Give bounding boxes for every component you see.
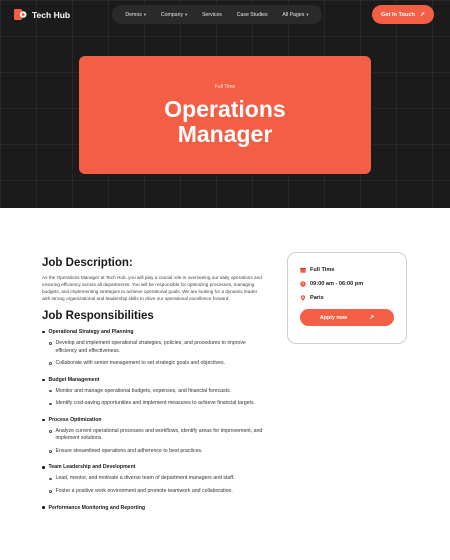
list-item bbox=[49, 400, 265, 408]
job-content bbox=[42, 257, 274, 520]
nav-item-case-studies[interactable] bbox=[237, 12, 268, 18]
hours-value: 09:00 am - 06:00 pm bbox=[310, 281, 364, 287]
logo-icon bbox=[14, 8, 27, 21]
section-title: Operational Strategy and Planning bbox=[48, 329, 134, 336]
section-header bbox=[42, 377, 274, 383]
calendar-icon bbox=[300, 267, 306, 273]
job-info-card bbox=[287, 252, 407, 344]
list-item bbox=[49, 448, 265, 456]
circle-bullet-icon bbox=[49, 478, 52, 481]
title-line-2: Manager bbox=[177, 120, 273, 147]
bullet-icon bbox=[42, 379, 45, 382]
list-item-text: Ensure streamlined operations and adherence to best practices. bbox=[55, 447, 203, 454]
hero-card bbox=[79, 56, 371, 174]
list-item bbox=[49, 428, 265, 443]
nav-item-demos[interactable] bbox=[125, 12, 146, 18]
list-item-text: Analyze current operational processes and workflows, identify areas for improvement, and implement solutions. bbox=[55, 427, 263, 442]
chevron-down-icon: ▾ bbox=[143, 11, 147, 17]
list-item-text: Collaborate with senior management to set strategic goals and objectives. bbox=[55, 360, 226, 367]
circle-bullet-icon bbox=[49, 430, 52, 433]
list-item-text: Foster a positive work environment and promote teamwork and collaboration. bbox=[55, 487, 233, 494]
get-in-touch-button[interactable] bbox=[372, 5, 434, 24]
nav-item-services[interactable] bbox=[202, 12, 222, 18]
bullet-icon bbox=[42, 506, 45, 509]
circle-bullet-icon bbox=[49, 403, 52, 406]
circle-bullet-icon bbox=[49, 342, 52, 345]
map-pin-icon bbox=[300, 295, 306, 301]
responsibility-section bbox=[42, 464, 274, 495]
circle-bullet-icon bbox=[49, 390, 52, 393]
responsibility-section bbox=[42, 329, 274, 368]
bullet-icon bbox=[42, 331, 45, 334]
sub-list bbox=[49, 475, 274, 495]
job-type-tag: Full Time bbox=[214, 83, 236, 90]
hours-row bbox=[300, 281, 394, 287]
location-row bbox=[300, 295, 394, 301]
responsibility-section bbox=[42, 377, 274, 408]
job-type-value: Full Time bbox=[310, 267, 335, 273]
nav-item-label: Services bbox=[202, 11, 222, 18]
list-item-text: Identify cost-saving opportunities and implement measures to achieve financial targets. bbox=[55, 400, 256, 407]
section-header bbox=[42, 505, 274, 511]
section-header bbox=[42, 329, 274, 335]
list-item bbox=[49, 340, 265, 355]
arrow-up-right-icon: ↗ bbox=[419, 11, 425, 18]
list-item bbox=[49, 360, 265, 368]
section-title: Process Optimization bbox=[48, 416, 102, 423]
location-value: Paris bbox=[310, 295, 324, 301]
list-item-text: Lead, mentor, and motivate a diverse team of department managers and staff. bbox=[55, 475, 235, 482]
circle-bullet-icon bbox=[49, 490, 52, 493]
list-item bbox=[49, 475, 265, 483]
chevron-down-icon: ▾ bbox=[185, 11, 188, 17]
bullet-icon bbox=[42, 466, 45, 469]
sub-list bbox=[49, 428, 274, 456]
apply-label: Apply now bbox=[319, 314, 348, 321]
sub-list bbox=[49, 388, 274, 408]
job-type-row bbox=[300, 267, 394, 273]
cta-label: Get In Touch bbox=[381, 11, 415, 18]
section-title: Team Leadership and Development bbox=[48, 464, 136, 471]
nav-item-label: Demos bbox=[125, 11, 142, 18]
logo[interactable] bbox=[14, 8, 70, 21]
page-title bbox=[164, 97, 285, 147]
title-line-1: Operations bbox=[164, 95, 286, 122]
chevron-down-icon: ▾ bbox=[306, 11, 309, 17]
hero-section bbox=[0, 0, 450, 208]
brand-name: Tech Hub bbox=[32, 9, 71, 20]
description-heading: Job Description: bbox=[42, 257, 133, 269]
list-item bbox=[49, 488, 265, 496]
description-text: As the Operations Manager at Tech Hub, you will play a crucial role in overseeing our daily operations and ensuring efficiency across all departments. You will be responsible for optimizing processes, managing budgets, and implementing strategies to achieve operational goals. We are looking for a dynamic leader with strong organizational and leadership skills to drive our operational excellence forward. bbox=[42, 275, 262, 302]
list-item-text: Monitor and manage operational budgets, expenses, and financial forecasts. bbox=[55, 387, 232, 394]
main-nav bbox=[112, 5, 322, 24]
responsibilities-list bbox=[42, 329, 274, 510]
nav-item-label: Company bbox=[160, 11, 184, 18]
responsibility-section bbox=[42, 505, 274, 511]
list-item bbox=[49, 388, 265, 396]
section-title: Performance Monitoring and Reporting bbox=[48, 504, 146, 511]
circle-bullet-icon bbox=[49, 362, 52, 365]
nav-item-label: All Pages bbox=[282, 11, 305, 18]
list-item-text: Develop and implement operational strategies, policies, and procedures to improve efficiency and effectiveness. bbox=[55, 340, 246, 354]
section-title: Budget Management bbox=[48, 376, 100, 383]
apply-now-button[interactable] bbox=[300, 309, 394, 326]
circle-bullet-icon bbox=[49, 450, 52, 453]
arrow-up-right-icon: ↗ bbox=[369, 314, 375, 321]
section-header bbox=[42, 464, 274, 470]
nav-item-company[interactable] bbox=[161, 12, 187, 18]
responsibility-section bbox=[42, 417, 274, 456]
nav-item-all-pages[interactable] bbox=[282, 12, 308, 18]
clock-icon bbox=[300, 281, 306, 287]
responsibilities-heading: Job Responsibilities bbox=[42, 310, 154, 323]
section-header bbox=[42, 417, 274, 423]
sub-list bbox=[49, 340, 274, 368]
nav-item-label: Case Studies bbox=[236, 11, 268, 18]
bullet-icon bbox=[42, 419, 45, 422]
